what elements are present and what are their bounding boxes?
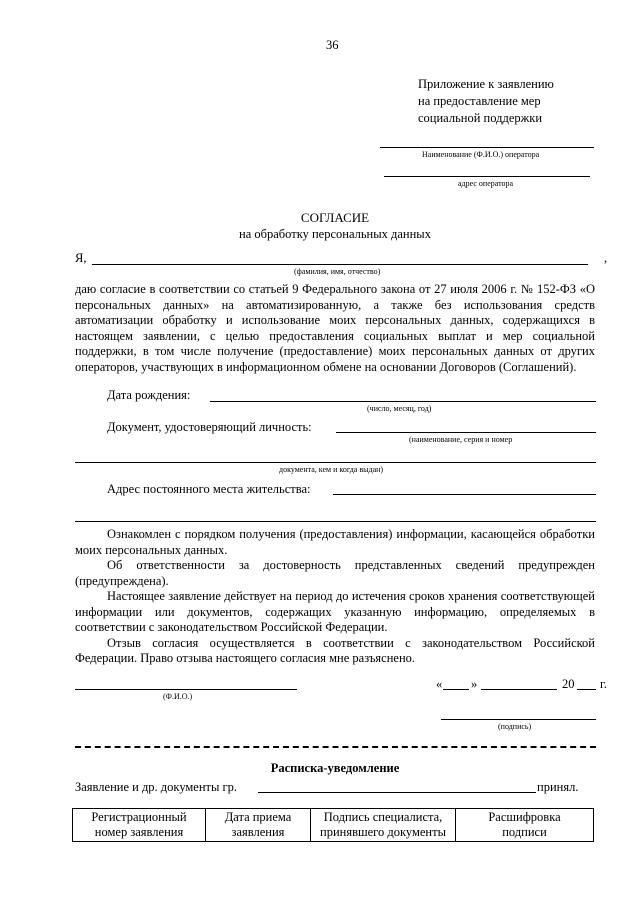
identity-doc-caption: (наименование, серия и номер: [409, 435, 513, 444]
appendix-line: социальной поддержки: [418, 111, 543, 125]
header-line: Регистрационный: [91, 810, 187, 824]
date-year-field[interactable]: [577, 689, 596, 690]
notice-paragraph: Ознакомлен с порядком получения (предоставления) информации, касающейся обработки моих персональных данных.: [75, 527, 595, 557]
appendix-line: Приложение к заявлению: [418, 77, 554, 91]
address-label: Адрес постоянного места жительства:: [107, 482, 311, 496]
receipt-title: Расписка-уведомление: [270, 761, 400, 775]
document-subtitle: на обработку персональных данных: [239, 227, 431, 241]
notice-paragraph: Отзыв согласия осуществляется в соответствии с законодательством Российской Федерации. Право отзыва настоящего согласия мне разъяснено.: [75, 635, 595, 665]
receipt-table: [72, 808, 594, 842]
operator-address-field[interactable]: [384, 176, 590, 177]
table-row: [73, 809, 594, 842]
operator-name-caption: Наименование (Ф.И.О.) оператора: [422, 150, 540, 159]
signature-field[interactable]: [441, 719, 596, 720]
consent-text: [75, 282, 595, 375]
appendix-note: [418, 76, 554, 127]
identity-doc-label: Документ, удостоверяющий личность:: [107, 420, 312, 434]
identity-doc-field[interactable]: [336, 432, 596, 433]
date-day-field[interactable]: [443, 689, 469, 690]
address-field[interactable]: [333, 494, 596, 495]
i-label: Я,: [75, 251, 87, 265]
comma: ,: [604, 251, 608, 265]
receipt-line-start: Заявление и др. документы гр.: [75, 780, 238, 794]
date-year-suffix: г.: [600, 677, 607, 691]
header-line: Расшифровка: [488, 810, 561, 824]
header-line: принявшего документы: [320, 825, 446, 839]
cut-line: [75, 746, 596, 748]
notice-paragraph: Об ответственности за достоверность представленных сведений предупрежден (предупреждена).: [75, 558, 595, 588]
table-header-cell: [73, 809, 206, 842]
date-close-quote: »: [471, 677, 478, 691]
header-line: Подпись специалиста,: [323, 810, 443, 824]
fio-short-field[interactable]: [75, 689, 297, 690]
notice-paragraph: Настоящее заявление действует на период до истечения сроков хранения соответствующей информации или документов, содержащих указанную информацию, определяемых в соответствии с законодательством Российской Федерации.: [75, 589, 595, 634]
header-line: Дата приема: [224, 810, 292, 824]
fio-caption: (фамилия, имя, отчество): [294, 267, 381, 276]
identity-doc-caption-2: документа, кем и когда выдан): [279, 465, 384, 474]
notice-text: [75, 527, 595, 667]
address-field-2[interactable]: [75, 521, 596, 522]
table-header-cell: [311, 809, 456, 842]
page-number: 36: [326, 38, 339, 52]
date-year-prefix: 20: [562, 677, 575, 691]
operator-name-field[interactable]: [380, 147, 594, 148]
header-line: номер заявления: [94, 825, 184, 839]
header-line: заявления: [231, 825, 285, 839]
document-title: СОГЛАСИЕ: [300, 210, 370, 225]
header-line: подписи: [502, 825, 547, 839]
appendix-line: на предоставление мер: [418, 94, 541, 108]
signature-caption: (подпись): [498, 722, 532, 731]
table-header-cell: [456, 809, 594, 842]
table-header-cell: [206, 809, 311, 842]
receipt-name-field[interactable]: [258, 792, 536, 793]
date-month-field[interactable]: [481, 689, 557, 690]
fio-field[interactable]: [92, 264, 588, 265]
date-open-quote: «: [436, 677, 443, 691]
identity-doc-field-2[interactable]: [75, 462, 596, 463]
birth-date-caption: (число, месяц, год): [367, 404, 432, 413]
birth-date-field[interactable]: [210, 401, 596, 402]
fio-short-caption: (Ф.И.О.): [163, 692, 193, 701]
consent-paragraph: даю согласие в соответствии со статьей 9 Федерального закона от 27 июля 2006 г. № 152-ФЗ «О персональных данных» на автоматизированную, а также без использования средств автоматизации обработку и использование моих персональных данных, содержащихся в настоящем заявлении, с целью предоставления социальных выплат и мер социальной поддержки, в том числе получение (предоставление) моих персональных данных от других операторов, участвующих в информационном обмене на основании Договоров (Соглашений).: [75, 282, 595, 374]
birth-date-label: Дата рождения:: [107, 388, 191, 402]
operator-address-caption: адрес оператора: [458, 179, 514, 188]
receipt-line-end: принял.: [537, 780, 579, 794]
